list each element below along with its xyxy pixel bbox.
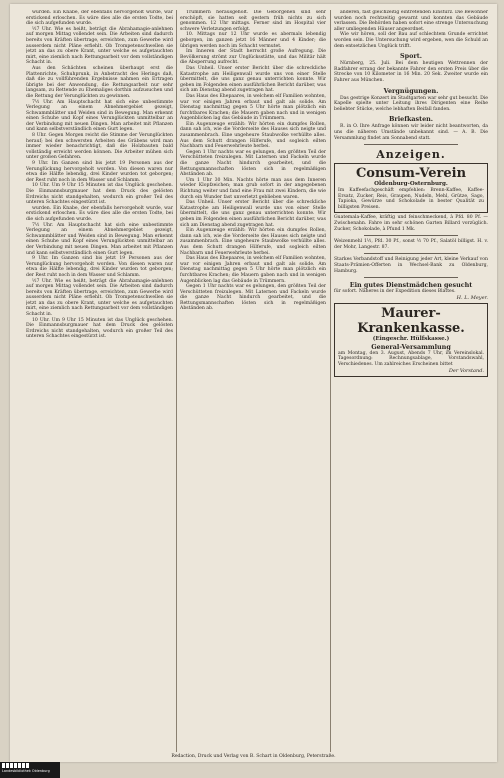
ad-coffee: Guatemala-Kaffee, kräftig und feinschmeckend, à Pfd. 80 Pf. — Zwischenahn. Fahre im sehr schönen Garten Billard vorzüglich. Zucker, Schokolade, à Pfund 1 Mk. — [334, 215, 488, 232]
article-paragraph: 10 Uhr. Um 9 Uhr 15 Minuten ist das Unglück geschehen. Die Einmannsburgmauer hat dem Druck des gelösten Erdreichs nicht standgehalten, wodurch ein großer Teil des unteren Schachtes eingestürzt ist. — [26, 183, 173, 206]
article-paragraph: Trümmern herausgeholt. Die Geborgenen sind sehr erschöpft, sie hatten seit gestern früh nichts zu sich genommen. 12 Uhr mittags. Ferner sind im Hospital vier schwere Verletzungen erfolgt. — [180, 10, 326, 32]
article-paragraph: 10 Uhr. Um 9 Uhr 15 Minuten ist das Unglück geschehen. Die Einmannsburgmauer hat dem Druck des gelösten Erdreichs nicht standgehalten, wodurch ein großer Teil des unteren Schachtes eingestürzt ist. — [26, 317, 173, 340]
ad-subtitle: (Eingeschr. Hülfskasse.) — [372, 335, 450, 342]
article-paragraph: Gegen 1 Uhr nachts war es gelungen, den größten Teil der Verschütteten freizulegen. Mit Laternen und Fackeln wurde die ganze Nacht hindurch gearbeitet, und die Rettungsmannschaften lösten sich in regelmäßigen Abständen ab. — [180, 149, 326, 178]
ad-title: Consum-Verein — [355, 166, 467, 182]
ads-heading: Anzeigen. — [376, 148, 446, 162]
article-paragraph: Das Unheil. Unser erster Bericht über die schreckliche Katastrophe am Heiligenwall wurde uns von einer Stelle übermittelt, die uns ganz genau unterrichten konnte. Wir geben im Folgenden einen ausführlichen Bericht darüber, was sich am Dienstag abend zugetragen hat. — [180, 65, 326, 94]
divider — [364, 144, 458, 145]
article-paragraph: Gegen 1 Uhr nachts war es gelungen, den größten Teil der Verschütteten freizulegen. Mit Laternen und Fackeln wurde die ganze Nacht hindurch gearbeitet, und die Rettungsmannschaften lösten sich in regelmäßigen Abständen ab. — [180, 284, 326, 312]
article-paragraph: 9 Uhr. Im Ganzen sind bis jetzt 19 Personen aus der Verunglückung hervorgeholt worden. Von diesen waren nur etwa die Hälfte lebendig, drei Kinder wurden tot geborgen; der Rest ruht noch in dem Wasser und Schlamm. — [26, 161, 173, 183]
article-paragraph: ½7 Uhr. Wie es heißt, beträgt die Abrahamagie-anlehnen auf morgen Mittag vollendet sein. Die Arbeiten sind dadurch bereits von Kräften übertrage, erreichten, zum Gewerbe wird ausserdem nicht Pläne erfiehlt. Ob Trompetenschwellen sie jetzt an das zu obere Krant, unter welche es aufgetauchten mirt, eine ziemlich nach Rettungsarbeit vor dem vollständigen Schacht in. — [26, 278, 173, 318]
divider — [364, 277, 458, 278]
ad-meeting-title: General-Versammlung — [371, 342, 451, 351]
ad-maurer-krankenkasse — [334, 303, 488, 377]
ad-text: Im Kaffeefachgeschäft empfehlen: Brenn-Kaffee, Kaffee-Ersatz, Zucker, Reis, Graupen, Nudeln, Mehl, Grütze, Sago, Tapioka, Gewürze und Schokolade in bester Qualität zu billigsten Preisen. — [338, 188, 484, 210]
article-paragraph: Wie wir hören, soll der Bau auf schlechtem Grunde errichtet worden sein. Die Untersuchung wird ergeben, wen die Schuld an dem entsetzlichen Unglück trifft. — [334, 32, 488, 49]
newspaper-page — [10, 4, 497, 762]
article-paragraph: Ein Augenzeuge erzählt: Wir hörten ein dumpfes Rollen, dann sah ich, wie die Vorderseite des Hauses sich neigte und zusammenbrach. Eine ungeheure Staubwolke verhüllte alles. Aus dem Schutt drangen Hilferufe, und sogleich eilten Nachbarn und Feuerwehrleute herbei. — [180, 121, 326, 150]
ad-maid-title: Ein gutes Dienstmädchen gesucht — [349, 281, 473, 290]
article-paragraph: Das Haus des Ehepaares, in welchem elf Familien wohnten, war vor einigen Jahren erbaut und galt als solide. Am Dienstag nachmittag gegen 5 Uhr hörte man plötzlich ein furchtbares Krachen; die Mauern gaben nach und in wenigen Augenblicken lag das Gebäude in Trümmern. — [180, 256, 326, 284]
article-paragraph: 7½ Uhr. Am Hauptschacht hat sich eine unbestimmte Verlegung an einem Abnehmergebiet gezeigt, Schwammblätter und Weiden sind in Bewegung. Man erkennt einen Schuhe und Kopf eines Verunglückten unmittelbar an der Verbindung mit neuen Dingen. Man arbeitet mit Pflanzen und kann selbstverständlich einen Gurt legen. — [26, 222, 173, 256]
column-rule — [176, 10, 177, 752]
article-paragraph: 8 Uhr. Gegen Morgen reicht die Stimme der Verunglückten herauf; bei den schwersten Arbeiten des Gräbens wird man immer wieder benachrichtigt, daß die Holzbauten bald vollständig erreicht werden können. Die Arbeiter mühen sich unter großen Gefahren. — [26, 133, 173, 161]
article-paragraph: Das Unheil. Unser erster Bericht über die schreckliche Katastrophe am Heiligenwall wurde uns von einer Stelle übermittelt, die uns ganz genau unterrichten konnte. Wir geben im Folgenden einen ausführlichen Bericht darüber, was sich am Dienstag abend zugetragen hat. — [180, 200, 326, 228]
imprint-footer: Redaction, Druck und Verlag von B. Schart in Oldenburg, Peterstraße. — [171, 754, 336, 759]
section-heading-sport: Sport. — [400, 52, 422, 61]
ad-flour: Weizenmehl 1½, Pfd. 30 Pf., sonst ½ 70 Pf., Salatöl billigst. H. v. der Mohr, Langestr. 87. — [334, 239, 488, 250]
section-heading-entertainment: Vergnügungen. — [383, 86, 439, 95]
article-paragraph: wurden. Ein Knabe, der ebenfalls hervorgeholt wurde, war erstickend erloschen. Es wäre dies alle die ersten Todte, bei die sich aufgefunden wurde. — [26, 205, 173, 222]
column-right — [334, 10, 488, 752]
column-rule — [330, 10, 331, 752]
section-heading-letters: Briefkasten. — [388, 115, 434, 124]
ad-maid-signature: H. L. Meyer. — [456, 294, 488, 301]
section-text-sport: Nürnberg, 25. Juli. Bei dem heutigen Wettrennen der Radfahrer errang der bekannte Fahrer den ersten Preis über die Strecke von 10 Kilometer in 16 Min. 20 Sek. Zweiter wurde ein Fahrer aus München. — [334, 61, 488, 83]
article-paragraph: Aus den Schächten scheinen überhaupt erst die Plattenrichte, Schuhprunk, in Anbetracht des Herings daß, daß die zu vollführenden Ergebnisse nahmen ein Ertragen übrigte bei der Anwendung, die Rettungsarbeit nur sehr langsam, zu Rettende zu Ehemaliges dorthin aufzusuchen und die Rettung der Verunglückten zu gewinnen. — [26, 65, 173, 99]
ad-title: Maurer-Krankenkasse. — [357, 305, 465, 336]
section-text-entertainment: Das gestrige Konzert im Stadtgarten war sehr gut besucht. Die Kapelle spielte unter Leitung ihres Dirigenten eine Reihe beliebter Stücke, welche lebhaften Beifall fanden. — [334, 95, 488, 112]
library-logo — [0, 762, 60, 778]
section-text-letters: R. in O. Ihre Anfrage können wir leider nicht beantworten, da uns die näheren Umstände unbekannt sind. — A. B. Die Versammlung findet am Sonnabend statt. — [334, 124, 488, 141]
article-paragraph: 7½ Uhr. Am Hauptschacht hat sich eine unbestimmte Verlegung an einem Abnehmergebiet gezeigt, Schwammblätter und Weiden sind in Bewegung. Man erkennt einen Schuhe und Kopf eines Verunglückten unmittelbar an der Verbindung mit neuen Dingen. Man arbeitet mit Pflanzen und kann selbstverständlich einen Gurt legen. — [26, 99, 173, 133]
library-logo-icon — [2, 763, 58, 768]
article-paragraph: 9 Uhr. Im Ganzen sind bis jetzt 19 Personen aus der Verunglückung hervorgeholt worden. Von diesen waren nur etwa die Hälfte lebendig, drei Kinder wurden tot geborgen; der Rest ruht noch in dem Wasser und Schlamm. — [26, 256, 173, 278]
article-paragraph: Um 1 Uhr 30 Min. Nachts hörte man aus dem Inneren wieder Klopfzeichen; man grub sofort in der angegebenen Richtung weiter und fand eine Frau mit zwei Kindern, die wie durch ein Wunder fast unverletzt geblieben waren. — [180, 177, 326, 200]
ad-text: am Montag, den 3. August, Abends 7 Uhr, im Vereinslokal. Tagesordnung: Rechnungsablage, Vorstandswahl, Verschiedenes. Um zahlreiches Erscheinen bittet — [338, 350, 484, 367]
article-paragraph: ½7 Uhr. Wie es heißt, beträgt die Abrahamagie-anlehnen auf morgen Mittag vollendet sein. Die Arbeiten sind dadurch bereits von Kräften übertrage, erreichten, zum Gewerbe wird ausserdem nicht Pläne erfiehlt. Ob Trompetenschwellen sie jetzt an das zu obere Krant, unter welche es aufgetauchten mirt, eine ziemlich nach Rettungsarbeit vor dem vollständigen Schacht in. — [26, 26, 173, 66]
library-logo-text: Landesbibliothek Oldenburg — [2, 769, 50, 773]
article-paragraph: Im Inneren der Stadt herrscht große Aufregung. Die Bevölkerung strömt zur Unglücksstätte, und das Militär hält die Absperrung aufrecht. — [180, 49, 326, 66]
column-middle — [180, 10, 326, 752]
article-paragraph: anderen, fast gleichzeitig eintretenden Einsturz. Die Bewohner wurden noch rechtzeitig gewarnt und konnten das Gebäude verlassen. Die Behörden haben sofort eine strenge Untersuchung aller umliegenden Häuser angeordnet. — [334, 10, 488, 32]
ad-maid-text: für sofort. Näheres in der Expedition dieses Blattes. — [334, 289, 456, 295]
ad-consum-verein — [334, 163, 488, 213]
ad-bank: Starkes Verbandstoff und Reinigung jeder Art, kleine Verkauf von Staats-Prämien-Offerten in Wechsel-Bank zu Oldenburg, Hamburg. — [334, 257, 488, 274]
article-paragraph: wurden. Ein Knabe, der ebenfalls hervorgeholt wurde, war erstickend erloschen. Es wäre dies alle die ersten Todte, bei die sich aufgefunden wurde. — [26, 10, 173, 27]
ad-signature: Der Vorstand. — [448, 367, 484, 374]
article-paragraph: Das Haus des Ehepaares, in welchem elf Familien wohnten, war vor einigen Jahren erbaut und galt als solide. Am Dienstag nachmittag gegen 5 Uhr hörte man plötzlich ein furchtbares Krachen; die Mauern gaben nach und in wenigen Augenblicken lag das Gebäude in Trümmern. — [180, 93, 326, 122]
column-left — [26, 10, 173, 752]
divider — [364, 235, 458, 236]
ad-subtitle: Oldenburg-Osternburg. — [374, 181, 448, 188]
article-paragraph: 10. Mittags nur 12 Uhr wurde es abermals lebendig geborgen, im ganzen jetzt 16 Männer und 4 Kinder; die übrigen werden noch im Schacht vermutet. — [180, 32, 326, 49]
article-paragraph: Ein Augenzeuge erzählt: Wir hörten ein dumpfes Rollen, dann sah ich, wie die Vorderseite des Hauses sich neigte und zusammenbrach. Eine ungeheure Staubwolke verhüllte alles. Aus dem Schutt drangen Hilferufe, und sogleich eilten Nachbarn und Feuerwehrleute herbei. — [180, 228, 326, 256]
divider — [364, 253, 458, 254]
